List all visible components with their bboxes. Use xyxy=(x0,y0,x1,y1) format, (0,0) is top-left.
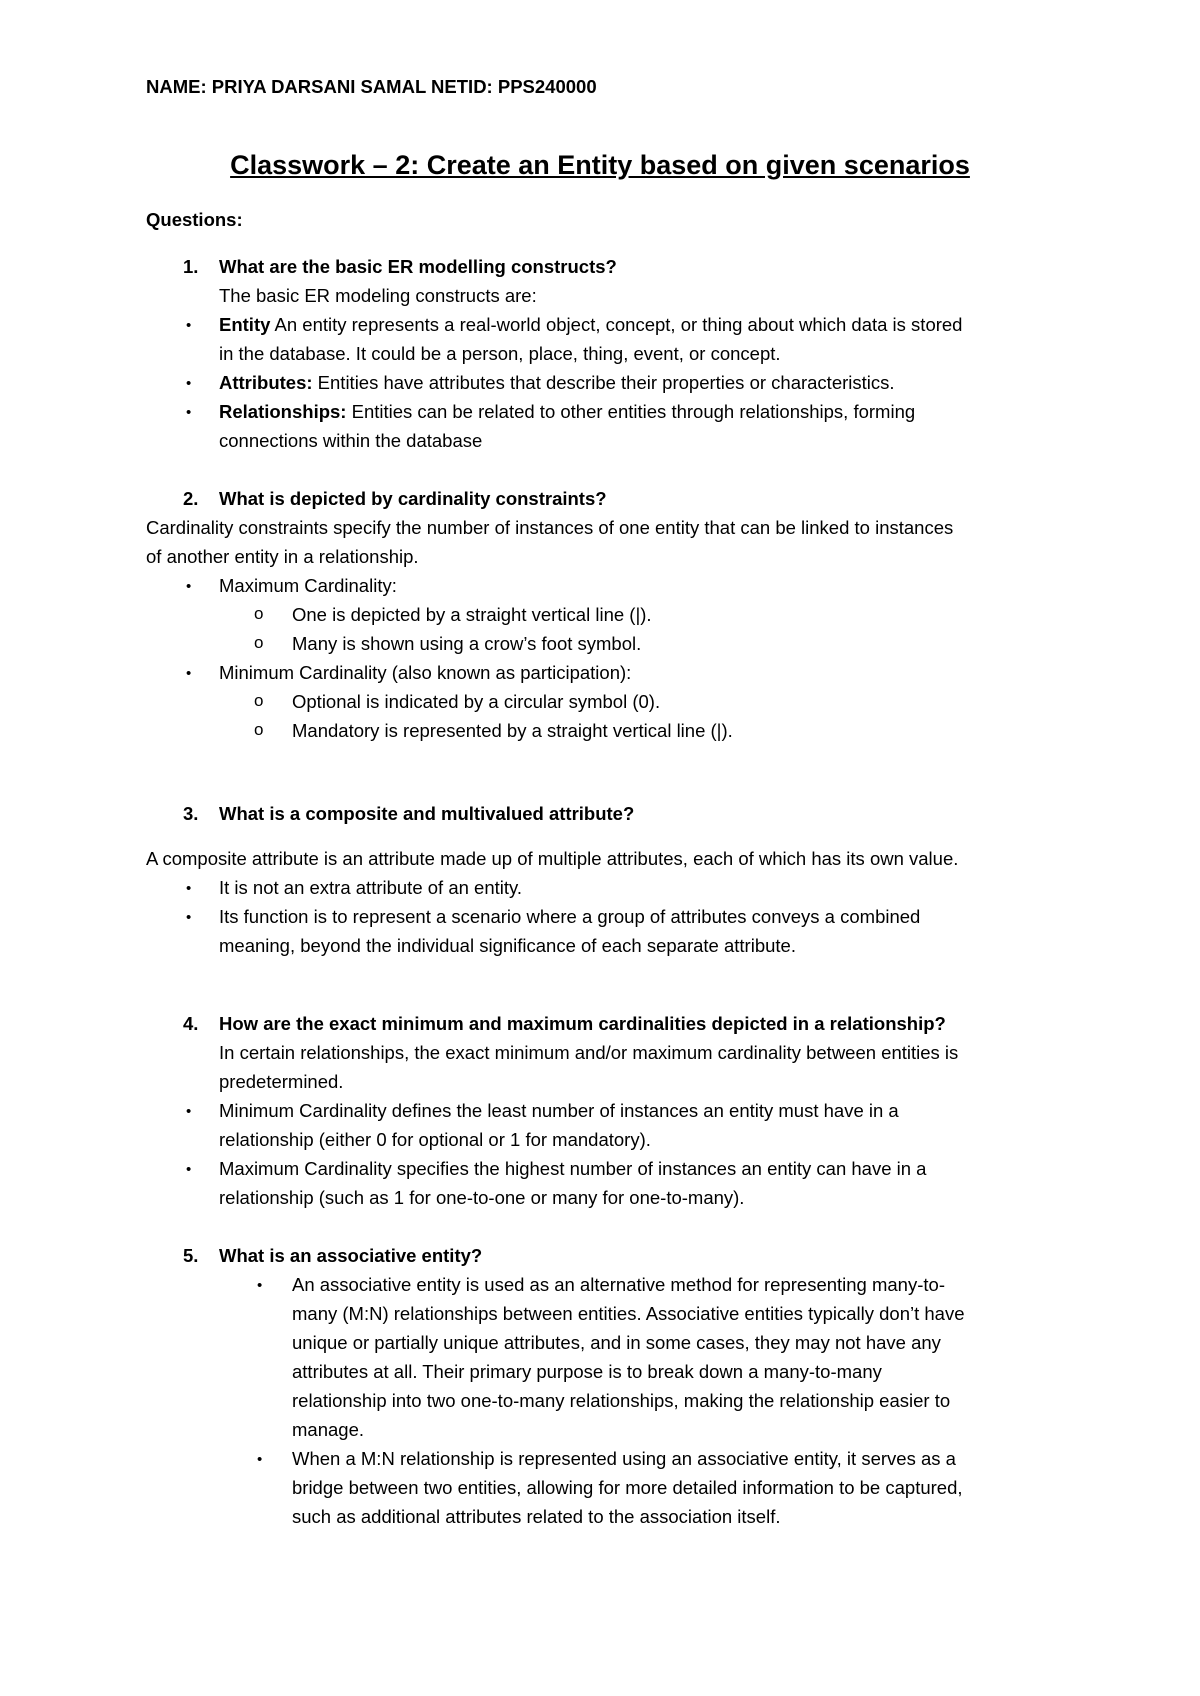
list-item-continuation: many (M:N) relationships between entities. Associative entities typically don’t have xyxy=(292,1303,965,1324)
list-item-continuation: connections within the database xyxy=(219,430,483,451)
bullet-icon: • xyxy=(257,1451,263,1468)
term-label: Relationships: xyxy=(219,401,347,422)
answer-paragraph: A composite attribute is an attribute made up of multiple attributes, each of which has its own value. xyxy=(146,848,959,869)
list-item-continuation: attributes at all. Their primary purpose is to break down a many-to-many xyxy=(292,1361,882,1382)
bullet-icon: • xyxy=(186,317,192,334)
question-text: What are the basic ER modelling constructs? xyxy=(219,256,617,277)
term-label: Attributes: xyxy=(219,372,313,393)
sub-bullet-icon: o xyxy=(254,720,264,739)
list-item-continuation: unique or partially unique attributes, and in some cases, they may not have any xyxy=(292,1332,941,1353)
list-item: Its function is to represent a scenario where a group of attributes conveys a combined xyxy=(219,906,921,927)
list-item-continuation: bridge between two entities, allowing for more detailed information to be captured, xyxy=(292,1477,963,1498)
list-item-continuation: such as additional attributes related to the association itself. xyxy=(292,1506,781,1527)
question-text: What is depicted by cardinality constraints? xyxy=(219,488,607,509)
question-number: 4. xyxy=(183,1013,199,1034)
question-text: What is a composite and multivalued attribute? xyxy=(219,803,635,824)
bullet-icon: • xyxy=(186,578,192,595)
list-item: Minimum Cardinality (also known as participation): xyxy=(219,662,632,683)
list-item xyxy=(219,314,962,336)
term-description: An entity represents a real-world object, concept, or thing about which data is stored xyxy=(270,314,963,335)
page-title: Classwork – 2: Create an Entity based on given scenarios xyxy=(230,150,970,180)
question-number: 5. xyxy=(183,1245,199,1266)
list-item-continuation: relationship (such as 1 for one-to-one or many for one-to-many). xyxy=(219,1187,745,1208)
answer-paragraph: In certain relationships, the exact minimum and/or maximum cardinality between entities is xyxy=(219,1042,959,1063)
sub-bullet-icon: o xyxy=(254,691,264,710)
list-item: Maximum Cardinality: xyxy=(219,575,397,596)
sub-list-item: Mandatory is represented by a straight vertical line (|). xyxy=(292,720,733,741)
student-header: NAME: PRIYA DARSANI SAMAL NETID: PPS240000 xyxy=(146,76,597,97)
question-number: 1. xyxy=(183,256,199,277)
list-item: Minimum Cardinality defines the least number of instances an entity must have in a xyxy=(219,1100,899,1121)
list-item-continuation: relationship into two one-to-many relationships, making the relationship easier to xyxy=(292,1390,951,1411)
list-item-continuation: manage. xyxy=(292,1419,364,1440)
bullet-icon: • xyxy=(186,404,192,421)
sub-list-item: Optional is indicated by a circular symbol (0). xyxy=(292,691,661,712)
answer-paragraph: of another entity in a relationship. xyxy=(146,546,419,567)
list-item xyxy=(219,372,895,394)
bullet-icon: • xyxy=(186,880,192,897)
list-item-continuation: in the database. It could be a person, place, thing, event, or concept. xyxy=(219,343,781,364)
list-item xyxy=(219,401,915,423)
bullet-icon: • xyxy=(257,1277,263,1294)
term-description: Entities can be related to other entities through relationships, forming xyxy=(346,401,916,422)
list-item-continuation: relationship (either 0 for optional or 1 for mandatory). xyxy=(219,1129,651,1150)
answer-intro: The basic ER modeling constructs are: xyxy=(219,285,537,306)
sub-bullet-icon: o xyxy=(254,604,264,623)
sub-list-item: Many is shown using a crow’s foot symbol. xyxy=(292,633,642,654)
bullet-icon: • xyxy=(186,665,192,682)
list-item-continuation: meaning, beyond the individual significance of each separate attribute. xyxy=(219,935,796,956)
answer-paragraph: predetermined. xyxy=(219,1071,344,1092)
bullet-icon: • xyxy=(186,909,192,926)
term-label: Entity xyxy=(219,314,271,335)
question-number: 3. xyxy=(183,803,199,824)
bullet-icon: • xyxy=(186,1161,192,1178)
bullet-icon: • xyxy=(186,375,192,392)
bullet-icon: • xyxy=(186,1103,192,1120)
question-text: How are the exact minimum and maximum cardinalities depicted in a relationship? xyxy=(219,1013,946,1034)
sub-bullet-icon: o xyxy=(254,633,264,652)
list-item: An associative entity is used as an alternative method for representing many-to- xyxy=(292,1274,945,1295)
term-description: Entities have attributes that describe their properties or characteristics. xyxy=(312,372,895,393)
list-item: It is not an extra attribute of an entity. xyxy=(219,877,523,898)
sub-list-item: One is depicted by a straight vertical line (|). xyxy=(292,604,652,625)
list-item: Maximum Cardinality specifies the highest number of instances an entity can have in a xyxy=(219,1158,927,1179)
questions-label: Questions: xyxy=(146,209,243,230)
question-text: What is an associative entity? xyxy=(219,1245,483,1266)
list-item: When a M:N relationship is represented using an associative entity, it serves as a xyxy=(292,1448,956,1469)
answer-paragraph: Cardinality constraints specify the number of instances of one entity that can be linked to instances xyxy=(146,517,954,538)
question-number: 2. xyxy=(183,488,199,509)
